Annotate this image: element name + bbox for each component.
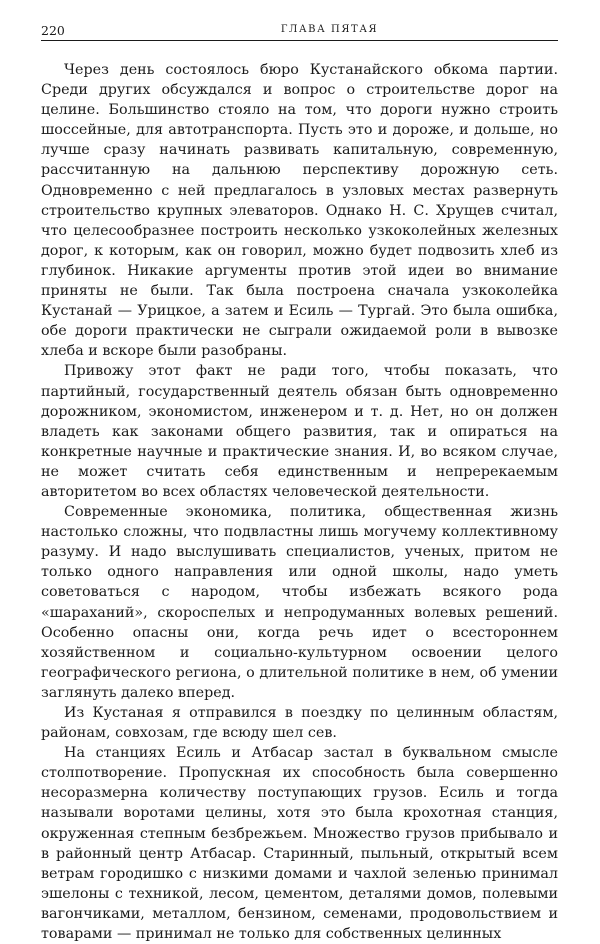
paragraph-1: Через день состоялось бюро Кустанайского обкома партии. Среди других обсуждался и вопрос о строительстве дорог на целине. Большинство стояло на том, что дороги нужно строить шоссейные, для автотранспорта. Пусть это и дороже, и дольше, но лучше сразу начинать развивать капитальную, современную, рассчитанную на дальнюю перспективу дорожную сеть. Одновременно с ней предлагалось в узловых местах развернуть строительство крупных элеваторов. Однако Н. С. Хрущев считал, что целесообразнее построить несколько узкоколейных железных дорог, к которым, как он говорил, можно будет подвозить хлеб из глубинок. Никакие аргументы против этой идеи во внимание приняты не были. Так была построена сначала узкоколейка Кустанай — Урицкое, а затем и Есиль — Тургай. Это была ошибка, обе дороги практически не сыграли ожидаемой роли в вывозке хлеба и вскоре были разобраны. bbox=[41, 62, 558, 360]
book-page bbox=[41, 22, 558, 943]
running-head bbox=[41, 22, 558, 41]
paragraph-3: Современные экономика, политика, общественная жизнь настолько сложны, что подвластны лишь могучему коллективному разуму. И надо выслушивать специалистов, ученых, притом не только одного направления или одной школы, надо уметь советоваться с народом, чтобы избежать всякого рода «шараханий», скороспелых и непродуманных волевых решений. Особенно опасны они, когда речь идет о всестороннем хозяйственном и социально-культурном освоении целого географического региона, о длительной политике в нем, об умении заглянуть далеко вперед. bbox=[41, 504, 558, 701]
paragraph-4: Из Кустаная я отправился в поездку по целинным областям, районам, совхозам, где всюду шел сев. bbox=[41, 705, 558, 742]
paragraph-2: Привожу этот факт не ради того, чтобы показать, что партийный, государственный деятель обязан быть одновременно дорожником, экономистом, инженером и т. д. Нет, но он должен владеть как законами общего развития, так и опираться на конкретные научные и практические знания. И, во всяком случае, не может считать себя единственным и непререкаемым авторитетом во всех областях человеческой деятельности. bbox=[41, 363, 558, 500]
body-text bbox=[41, 60, 558, 944]
page-number: 220 bbox=[41, 23, 65, 38]
chapter-title: ГЛАВА ПЯТАЯ bbox=[280, 24, 379, 35]
paragraph-5: На станциях Есиль и Атбасар застал в буквальном смысле столпотворение. Пропускная их способность была совершенно несоразмерна количеству поступающих грузов. Есиль и тогда называли воротами целины, хотя это была крохотная станция, окруженная степным безбрежьем. Множество грузов прибывало и в районный центр Атбасар. Старинный, пыльный, открытый всем ветрам городишко с низкими домами и чахлой зеленью принимал эшелоны с техникой, лесом, цементом, деталями домов, полевыми вагончиками, металлом, бензином, семенами, продовольствием и товарами — принимал не только для собственных целинных bbox=[41, 745, 558, 943]
